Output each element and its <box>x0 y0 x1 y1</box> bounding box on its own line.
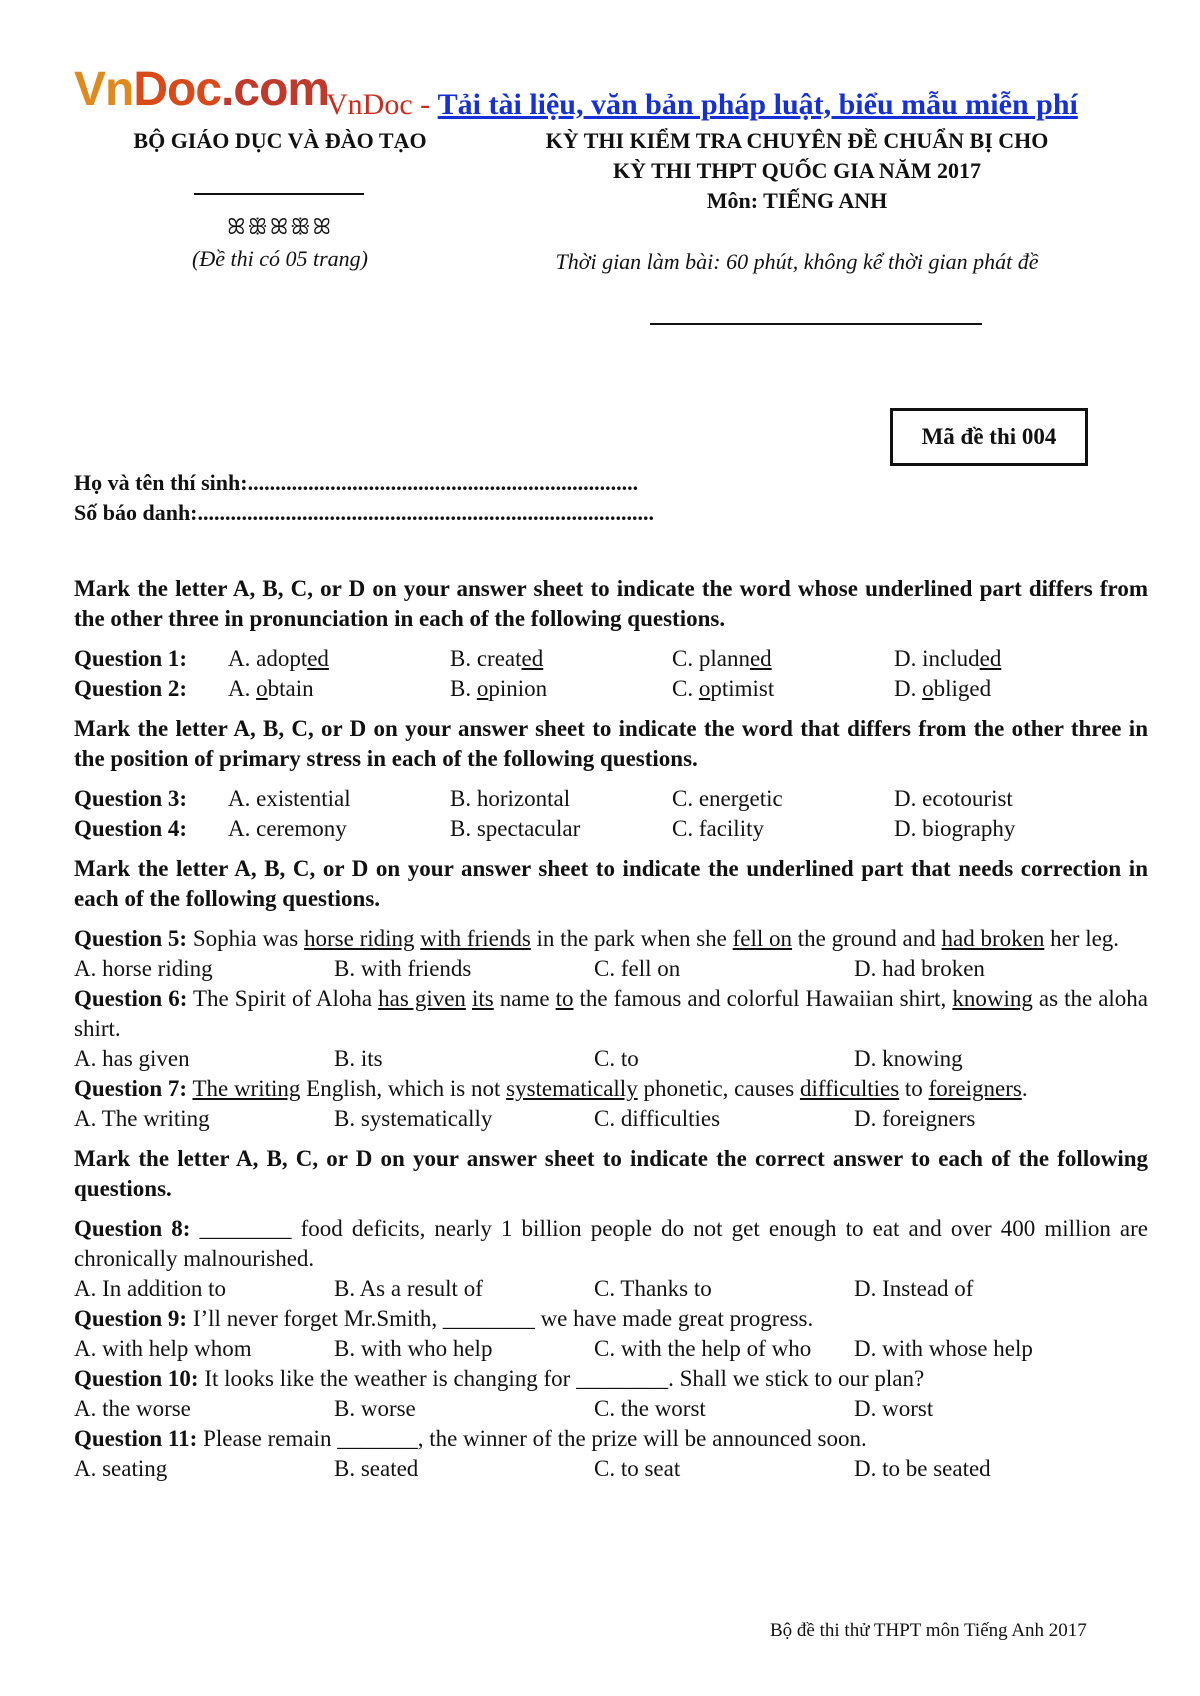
option-b: B. seated <box>334 1456 419 1481</box>
question-label: Question 8: <box>74 1216 191 1241</box>
question-label: Question 7: <box>74 1076 188 1101</box>
pages-note: (Đề thi có 05 trang) <box>192 246 368 271</box>
student-id-field: Số báo danh:................................................................................... <box>74 500 655 525</box>
option-b: B. As a result of <box>334 1276 483 1301</box>
option-a: A. obtain <box>228 676 314 701</box>
question-6-stem: Question 6: The Spirit of Aloha has given its name to the famous and colorful Hawaiian shirt, knowing as the aloha shirt. <box>74 986 1149 1041</box>
question-1 <box>74 644 1148 674</box>
question-label: Question 3: <box>74 786 188 811</box>
question-3 <box>74 784 1148 814</box>
question-label: Question 4: <box>74 816 188 841</box>
page-footer: Bộ đề thi thử THPT môn Tiếng Anh 2017 <box>770 1620 1087 1641</box>
question-label: Question 6: <box>74 986 188 1011</box>
section-pronunciation: Mark the letter A, B, C, or D on your answer sheet to indicate the word whose underlined part differs from the other three in pronunciation in each of the following questions. <box>74 576 1148 631</box>
option-a: A. existential <box>228 786 351 811</box>
option-b: B. systematically <box>334 1106 493 1131</box>
logo-vn: Vn <box>74 63 134 116</box>
exam-title-block <box>502 126 1092 216</box>
option-b: B. horizontal <box>450 786 571 811</box>
question-5-options <box>74 954 1148 984</box>
option-c: C. to seat <box>594 1456 681 1481</box>
question-7-options <box>74 1104 1148 1134</box>
option-a: A. adopted <box>228 646 329 671</box>
question-5-stem: Question 5: Sophia was horse riding with friends in the park when she fell on the ground and had broken her leg. <box>74 926 1120 951</box>
question-10-stem: Question 10: It looks like the weather is changing for ________. Shall we stick to our plan? <box>74 1366 925 1391</box>
option-c: C. with the help of who <box>594 1336 812 1361</box>
exam-code: Mã đề thi 004 <box>921 424 1057 449</box>
option-a: A. The writing <box>74 1106 210 1131</box>
option-c: C. energetic <box>672 786 783 811</box>
ornament: ꕤꕥꕤꕥꕤ <box>227 214 333 239</box>
option-a: A. the worse <box>74 1396 191 1421</box>
option-a: A. In addition to <box>74 1276 227 1301</box>
question-11-options <box>74 1454 1148 1484</box>
question-10-options <box>74 1394 1148 1424</box>
option-c: C. fell on <box>594 956 681 981</box>
question-11-stem: Question 11: Please remain _______, the winner of the prize will be announced soon. <box>74 1426 867 1451</box>
question-2 <box>74 674 1148 704</box>
question-6-options <box>74 1044 1148 1074</box>
question-label: Question 5: <box>74 926 188 951</box>
section-correction: Mark the letter A, B, C, or D on your answer sheet to indicate the underlined part that needs correction in each of the following questions. <box>74 856 1148 911</box>
option-c: C. the worst <box>594 1396 706 1421</box>
option-d: D. biography <box>894 816 1016 841</box>
slogan-separator: - <box>412 88 438 121</box>
option-d: D. obliged <box>894 676 992 701</box>
option-b: B. spectacular <box>450 816 581 841</box>
option-d: D. knowing <box>854 1046 963 1071</box>
title-divider <box>650 323 982 325</box>
option-b: B. with friends <box>334 956 472 981</box>
question-8-stem: Question 8: ________ food deficits, nearly 1 billion people do not get enough to eat and over 400 million are chronically malnourished. <box>74 1216 1148 1271</box>
logo-com: .com <box>221 63 330 116</box>
exam-code-box <box>890 408 1088 466</box>
exam-subject: Môn: TIẾNG ANH <box>706 188 888 213</box>
question-4 <box>74 814 1148 844</box>
option-a: A. with help whom <box>74 1336 252 1361</box>
site-slogan <box>326 88 1078 122</box>
student-name-field: Họ và tên thí sinh:....................................................................... <box>74 470 639 495</box>
option-a: A. horse riding <box>74 956 213 981</box>
option-d: D. to be seated <box>854 1456 991 1481</box>
ministry-divider <box>194 193 364 195</box>
option-c: C. difficulties <box>594 1106 721 1131</box>
option-b: B. opinion <box>450 676 548 701</box>
option-d: D. ecotourist <box>894 786 1013 811</box>
option-b: B. created <box>450 646 544 671</box>
section-correct-answer: Mark the letter A, B, C, or D on your answer sheet to indicate the correct answer to each of the following questions. <box>74 1146 1148 1201</box>
option-d: D. had broken <box>854 956 985 981</box>
question-label: Question 2: <box>74 676 188 701</box>
option-a: A. has given <box>74 1046 190 1071</box>
option-c: C. facility <box>672 816 764 841</box>
ministry-name: BỘ GIÁO DỤC VÀ ĐÀO TẠO <box>133 128 427 153</box>
option-c: C. Thanks to <box>594 1276 712 1301</box>
question-9-options <box>74 1334 1148 1364</box>
site-name: VnDoc <box>326 88 413 121</box>
logo-doc: Doc <box>133 63 222 116</box>
question-7-stem: Question 7: The writing English, which is not systematically phonetic, causes difficulties to foreigners. <box>74 1076 1028 1101</box>
question-label: Question 11: <box>74 1426 198 1451</box>
question-label: Question 1: <box>74 646 188 671</box>
exam-title-1: KỲ THI KIỂM TRA CHUYÊN ĐỀ CHUẨN BỊ CHO <box>545 128 1049 153</box>
option-d: D. Instead of <box>854 1276 974 1301</box>
option-b: B. worse <box>334 1396 416 1421</box>
question-9-stem: Question 9: I’ll never forget Mr.Smith, ________ we have made great progress. <box>74 1306 814 1331</box>
option-a: A. seating <box>74 1456 168 1481</box>
option-a: A. ceremony <box>228 816 347 841</box>
option-d: D. with whose help <box>854 1336 1033 1361</box>
option-c: C. to <box>594 1046 639 1071</box>
question-8-options <box>74 1274 1148 1304</box>
section-stress: Mark the letter A, B, C, or D on your answer sheet to indicate the word that differs from the other three in the position of primary stress in each of the following questions. <box>74 716 1148 771</box>
option-b: B. with who help <box>334 1336 493 1361</box>
option-d: D. worst <box>854 1396 934 1421</box>
option-b: B. its <box>334 1046 383 1071</box>
option-c: C. planned <box>672 646 772 671</box>
option-c: C. optimist <box>672 676 775 701</box>
slogan-link[interactable]: Tải tài liệu, văn bản pháp luật, biểu mẫu miễn phí <box>437 88 1078 121</box>
option-d: D. included <box>894 646 1002 671</box>
vndoc-logo[interactable] <box>74 63 330 116</box>
exam-duration: Thời gian làm bài: 60 phút, không kể thời gian phát đề <box>555 249 1039 274</box>
option-d: D. foreigners <box>854 1106 976 1131</box>
exam-title-2: KỲ THI THPT QUỐC GIA NĂM 2017 <box>613 158 981 183</box>
question-label: Question 9: <box>74 1306 188 1331</box>
exam-content <box>74 574 1148 1484</box>
question-label: Question 10: <box>74 1366 199 1391</box>
